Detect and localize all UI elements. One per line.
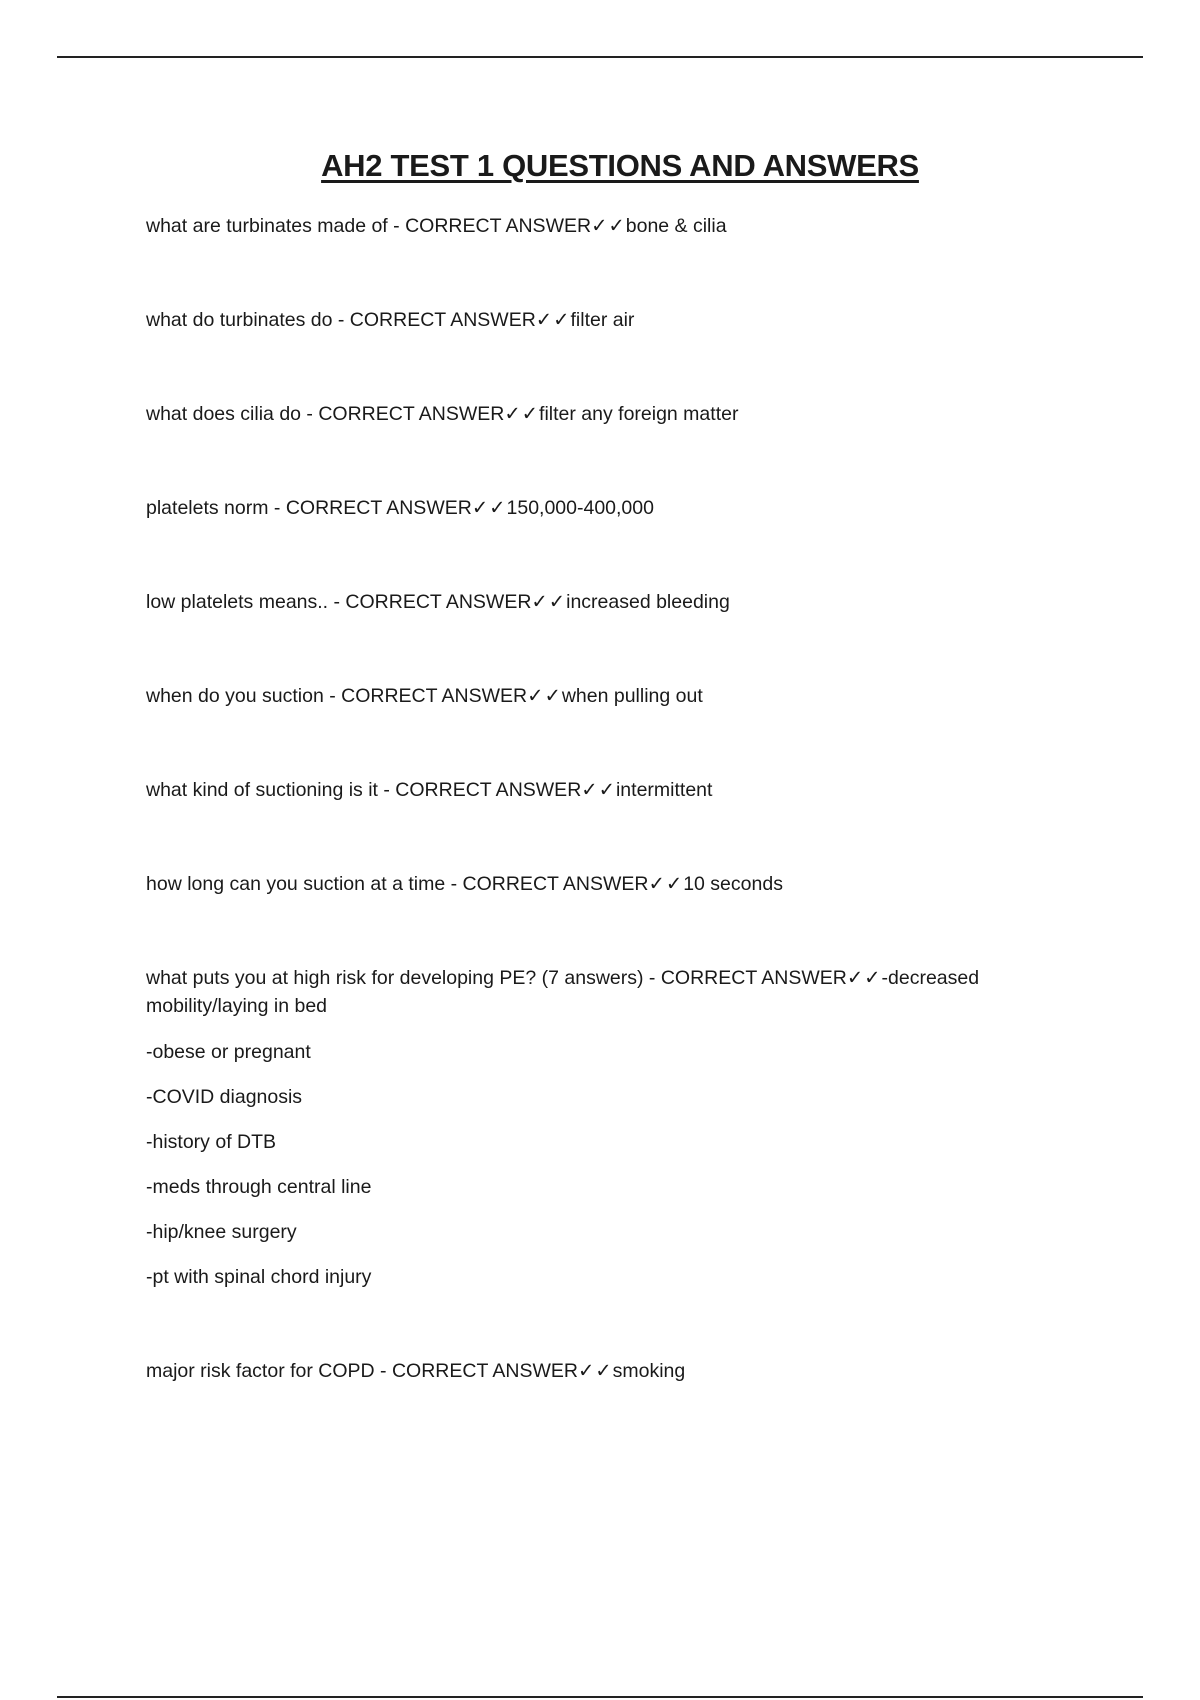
top-rule <box>57 56 1143 58</box>
check-marks: ✓✓ <box>591 215 626 237</box>
answer-separator: - CORRECT ANSWER <box>328 591 532 613</box>
question-text: major risk factor for COPD <box>146 1360 375 1382</box>
list-item: -COVID diagnosis <box>146 1086 303 1108</box>
qa-item <box>146 306 1046 334</box>
question-text: what kind of suctioning is it <box>146 779 378 801</box>
answer-text: -decreased mobility/laying in bed <box>146 967 980 1017</box>
qa-item <box>146 1357 1046 1385</box>
qa-item <box>146 212 1046 240</box>
answer-text: smoking <box>612 1360 686 1382</box>
answer-text: 150,000-400,000 <box>506 497 654 519</box>
answer-text: intermittent <box>615 779 713 801</box>
answer-text: bone & cilia <box>625 215 727 237</box>
qa-item <box>146 870 1046 898</box>
question-text: when do you suction <box>146 685 324 707</box>
document-title: AH2 TEST 1 QUESTIONS AND ANSWERS <box>321 148 919 183</box>
check-marks: ✓✓ <box>471 497 507 519</box>
list-item: -hip/knee surgery <box>146 1221 297 1243</box>
question-text: what does cilia do <box>146 403 302 425</box>
answer-text: filter air <box>570 309 635 331</box>
list-item: -meds through central line <box>146 1176 372 1198</box>
answer-separator: - CORRECT ANSWER <box>643 967 847 989</box>
question-text: low platelets means.. <box>146 591 329 613</box>
question-text: what puts you at high risk for developing PE? (7 answers) <box>146 967 644 989</box>
answer-separator: - CORRECT ANSWER <box>323 685 528 707</box>
answer-text: when pulling out <box>561 685 703 707</box>
check-marks: ✓✓ <box>577 1360 613 1382</box>
question-text: how long can you suction at a time <box>146 873 446 895</box>
qa-item <box>146 494 1046 522</box>
qa-item <box>146 964 1046 1020</box>
answer-separator: - CORRECT ANSWER <box>374 1360 578 1382</box>
answer-text: 10 seconds <box>683 873 783 895</box>
question-text: platelets norm <box>146 497 269 519</box>
check-marks: ✓✓ <box>531 591 567 613</box>
question-text: what do turbinates do <box>146 309 333 331</box>
qa-item <box>146 776 1046 804</box>
list-item: -obese or pregnant <box>146 1041 311 1063</box>
answer-separator: - CORRECT ANSWER <box>377 779 582 801</box>
check-marks: ✓✓ <box>527 685 562 707</box>
qa-item <box>146 400 1046 428</box>
question-text: what are turbinates made of <box>146 215 388 237</box>
answer-separator: - CORRECT ANSWER <box>387 215 592 237</box>
qa-item <box>146 588 1046 616</box>
answer-separator: - CORRECT ANSWER <box>268 497 472 519</box>
answer-separator: - CORRECT ANSWER <box>445 873 649 895</box>
check-marks: ✓✓ <box>581 779 616 801</box>
answer-separator: - CORRECT ANSWER <box>332 309 536 331</box>
check-marks: ✓✓ <box>535 309 571 331</box>
list-item: -history of DTB <box>146 1131 277 1153</box>
bottom-rule <box>57 1696 1143 1698</box>
check-marks: ✓✓ <box>504 403 540 425</box>
answer-separator: - CORRECT ANSWER <box>301 403 505 425</box>
answer-text: filter any foreign matter <box>539 403 739 425</box>
document-body <box>146 212 1046 1451</box>
check-marks: ✓✓ <box>846 967 882 989</box>
pe-risk-list <box>146 1038 1046 1291</box>
check-marks: ✓✓ <box>648 873 684 895</box>
list-item: -pt with spinal chord injury <box>146 1266 372 1288</box>
qa-item <box>146 682 1046 710</box>
answer-text: increased bleeding <box>566 591 730 613</box>
